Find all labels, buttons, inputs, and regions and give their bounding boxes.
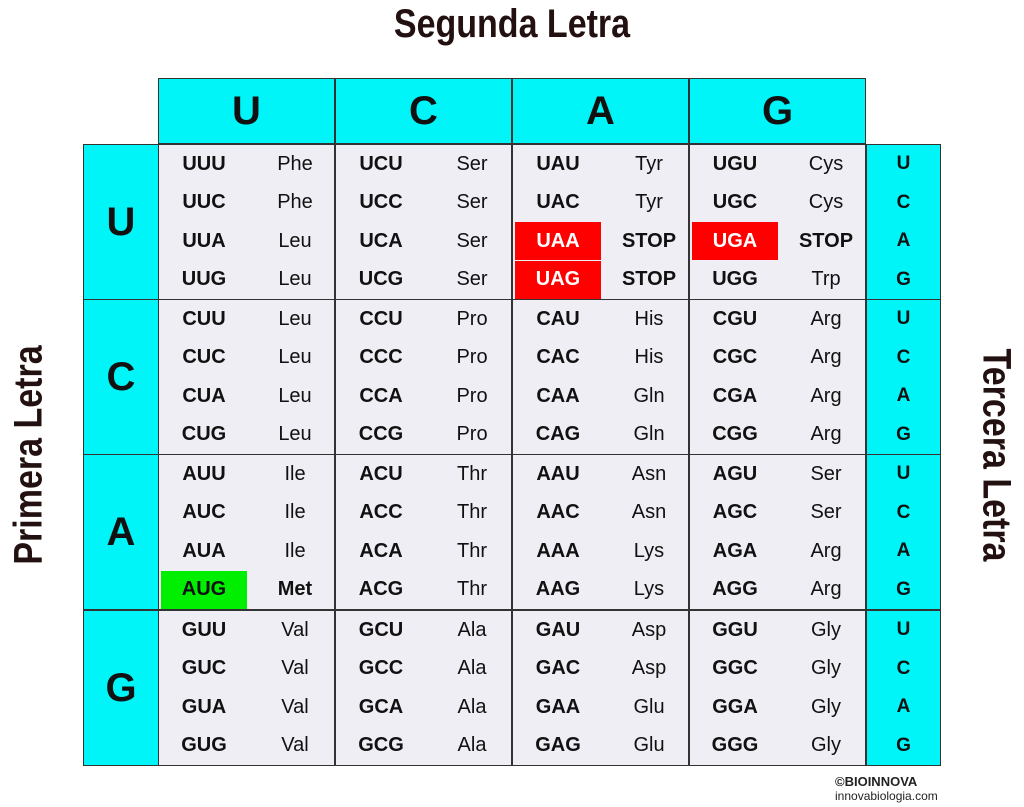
codon-block (335, 610, 512, 766)
codon-row (159, 184, 334, 223)
amino-acid: STOP (621, 229, 677, 252)
amino-acid: STOP (621, 268, 677, 291)
second-letter-header: C (335, 78, 512, 144)
codon-row (513, 261, 688, 300)
codon: UGC (712, 191, 758, 214)
amino-acid: Arg (810, 423, 842, 446)
codon: UCC (359, 191, 403, 214)
codon-row (159, 611, 334, 650)
amino-acid: Thr (457, 539, 487, 562)
codon-row (690, 184, 865, 223)
codon-row (336, 571, 511, 610)
codon-row (690, 650, 865, 689)
amino-acid: Cys (808, 152, 844, 175)
credit (835, 774, 938, 803)
amino-acid: Lys (633, 578, 665, 601)
codon-row (336, 416, 511, 455)
label-primera-letra: Primera Letra (6, 345, 51, 565)
codon: UAA (515, 222, 601, 260)
codon: AUC (182, 501, 226, 524)
codon-block (512, 610, 689, 766)
codon-block (689, 454, 866, 610)
codon-block (158, 610, 335, 766)
codon-row (336, 145, 511, 184)
amino-acid: Ser (456, 191, 488, 214)
codon: CUG (181, 423, 227, 446)
amino-acid: Val (281, 618, 309, 641)
codon-row (336, 650, 511, 689)
amino-acid: Ile (284, 539, 306, 562)
third-letter-cell: A (896, 385, 911, 407)
amino-acid: Glu (633, 695, 665, 718)
amino-acid: Leu (278, 229, 312, 252)
codon: CGG (712, 423, 758, 446)
third-letter-column (866, 610, 941, 766)
codon: CCG (358, 423, 404, 446)
codon: AUA (182, 539, 226, 562)
codon-row (690, 261, 865, 300)
codon: GUC (181, 657, 227, 680)
amino-acid: Lys (633, 539, 665, 562)
codon: UCG (358, 268, 404, 291)
codon: CCA (359, 384, 403, 407)
second-letter-header: U (158, 78, 335, 144)
codon-block (689, 610, 866, 766)
codon: GCA (358, 695, 404, 718)
amino-acid: Pro (456, 346, 488, 369)
codon-row (513, 455, 688, 494)
amino-acid: Val (281, 695, 309, 718)
codon-block (689, 299, 866, 455)
amino-acid: Met (277, 578, 313, 601)
codon-row (336, 339, 511, 378)
amino-acid: Pro (456, 307, 488, 330)
codon: UCA (359, 229, 403, 252)
codon-row (690, 339, 865, 378)
amino-acid: Ser (810, 501, 842, 524)
third-letter-cell: U (896, 153, 911, 175)
codon: CAC (536, 346, 580, 369)
codon-row (513, 300, 688, 339)
codon: ACU (359, 462, 403, 485)
codon: UAG (515, 261, 601, 299)
codon: CUA (182, 384, 226, 407)
codon-row (336, 727, 511, 766)
codon-block (158, 144, 335, 300)
codon: UGA (692, 222, 778, 260)
codon: AGG (712, 578, 758, 601)
amino-acid: Val (281, 734, 309, 757)
codon-row (159, 688, 334, 727)
codon: UUG (181, 268, 227, 291)
codon-block (335, 454, 512, 610)
codon: GUU (181, 618, 227, 641)
codon-row (159, 261, 334, 300)
codon-row (159, 145, 334, 184)
third-letter-column (866, 144, 941, 300)
codon-row (690, 455, 865, 494)
codon-row (690, 222, 865, 261)
codon: GUA (181, 695, 227, 718)
third-letter-column (866, 299, 941, 455)
codon-row (690, 416, 865, 455)
codon-row (159, 339, 334, 378)
first-letter-cell: U (83, 144, 159, 300)
codon: AAC (536, 501, 580, 524)
amino-acid: Tyr (635, 191, 663, 214)
amino-acid: STOP (798, 229, 854, 252)
codon: GCC (358, 657, 404, 680)
amino-acid: Thr (457, 462, 487, 485)
codon: GCU (358, 618, 404, 641)
amino-acid: Phe (277, 191, 313, 214)
amino-acid: Ser (810, 462, 842, 485)
codon: AGA (712, 539, 758, 562)
amino-acid: Thr (457, 501, 487, 524)
codon: GUG (181, 734, 227, 757)
codon-row (159, 222, 334, 261)
amino-acid: Leu (278, 384, 312, 407)
codon: GGA (712, 695, 758, 718)
third-letter-column (866, 454, 941, 610)
codon-row (159, 650, 334, 689)
codon: AUG (161, 571, 247, 609)
amino-acid: Ala (457, 657, 487, 680)
codon: ACG (358, 578, 404, 601)
codon-row (513, 222, 688, 261)
amino-acid: Arg (810, 346, 842, 369)
amino-acid: Gly (811, 657, 841, 680)
codon-row (690, 688, 865, 727)
codon-row (159, 494, 334, 533)
codon: AGU (712, 462, 758, 485)
codon-row (159, 455, 334, 494)
amino-acid: His (634, 307, 664, 330)
third-letter-cell: C (896, 191, 911, 213)
codon-row (690, 727, 865, 766)
codon-row (336, 300, 511, 339)
codon-row (513, 494, 688, 533)
amino-acid: Cys (808, 191, 844, 214)
amino-acid: Gly (811, 618, 841, 641)
codon-row (513, 377, 688, 416)
amino-acid: Asp (631, 618, 667, 641)
codon-row (336, 184, 511, 223)
codon: AAA (536, 539, 580, 562)
codon-block (158, 454, 335, 610)
codon-row (159, 300, 334, 339)
amino-acid: Glu (633, 734, 665, 757)
third-letter-cell: U (896, 619, 911, 641)
third-letter-cell: U (896, 308, 911, 330)
codon-block (512, 454, 689, 610)
codon-block (512, 299, 689, 455)
codon: ACA (359, 539, 403, 562)
codon: CCC (359, 346, 403, 369)
codon-row (513, 688, 688, 727)
codon-row (159, 727, 334, 766)
first-letter-cell: C (83, 299, 159, 455)
amino-acid: Ala (457, 618, 487, 641)
amino-acid: Tyr (635, 152, 663, 175)
codon-row (690, 494, 865, 533)
codon: CUC (182, 346, 226, 369)
codon-row (159, 532, 334, 571)
codon-row (159, 416, 334, 455)
amino-acid: Ile (284, 501, 306, 524)
codon: CAU (536, 307, 580, 330)
codon: GAG (535, 734, 581, 757)
third-letter-cell: A (896, 540, 911, 562)
third-letter-cell: U (896, 463, 911, 485)
codon: CGC (712, 346, 758, 369)
codon: CAG (535, 423, 581, 446)
codon: CGU (712, 307, 758, 330)
amino-acid: Gln (633, 423, 665, 446)
codon: UCU (359, 152, 403, 175)
codon-row (159, 571, 334, 610)
amino-acid: Gly (811, 734, 841, 757)
amino-acid: Arg (810, 307, 842, 330)
amino-acid: Arg (810, 578, 842, 601)
codon: UUC (182, 191, 226, 214)
credit-brand: ©BIOINNOVA (835, 774, 918, 789)
amino-acid: Ser (456, 152, 488, 175)
codon: GGU (712, 618, 758, 641)
codon-block (335, 299, 512, 455)
codon-row (513, 339, 688, 378)
codon-row (336, 688, 511, 727)
codon-row (690, 145, 865, 184)
amino-acid: Ser (456, 268, 488, 291)
codon-row (513, 727, 688, 766)
codon-row (690, 611, 865, 650)
codon-block (512, 144, 689, 300)
amino-acid: Asn (631, 501, 667, 524)
third-letter-cell: A (896, 696, 911, 718)
third-letter-cell: C (896, 346, 911, 368)
amino-acid: Pro (456, 423, 488, 446)
codon-block (335, 144, 512, 300)
codon-block (158, 299, 335, 455)
amino-acid: Phe (277, 152, 313, 175)
amino-acid: Leu (278, 268, 312, 291)
codon-row (513, 650, 688, 689)
codon-block (689, 144, 866, 300)
codon-row (336, 494, 511, 533)
codon: GAU (535, 618, 581, 641)
first-letter-cell: A (83, 454, 159, 610)
codon: AAU (536, 462, 580, 485)
amino-acid: Trp (811, 268, 841, 291)
third-letter-cell: G (896, 734, 911, 756)
codon-row (690, 532, 865, 571)
first-letter-cell: G (83, 610, 159, 766)
third-letter-cell: G (896, 268, 911, 290)
amino-acid: His (634, 346, 664, 369)
amino-acid: Leu (278, 307, 312, 330)
codon-row (159, 377, 334, 416)
codon: CGA (712, 384, 758, 407)
codon-row (336, 261, 511, 300)
codon: ACC (359, 501, 403, 524)
codon: GCG (358, 734, 404, 757)
codon: UGU (712, 152, 758, 175)
third-letter-cell: C (896, 657, 911, 679)
codon-row (336, 455, 511, 494)
amino-acid: Val (281, 657, 309, 680)
amino-acid: Leu (278, 423, 312, 446)
codon-row (336, 532, 511, 571)
amino-acid: Ala (457, 734, 487, 757)
amino-acid: Ala (457, 695, 487, 718)
amino-acid: Pro (456, 384, 488, 407)
codon: UAU (536, 152, 580, 175)
codon-row (513, 571, 688, 610)
codon: AUU (182, 462, 226, 485)
codon-row (336, 377, 511, 416)
codon: GGG (711, 734, 759, 757)
codon-row (690, 571, 865, 610)
codon: CAA (536, 384, 580, 407)
codon-row (513, 184, 688, 223)
codon: UGG (712, 268, 758, 291)
codon-row (690, 300, 865, 339)
codon: GGC (712, 657, 758, 680)
codon-row (513, 611, 688, 650)
codon-row (336, 611, 511, 650)
credit-site: innovabiologia.com (835, 789, 938, 803)
codon: GAC (535, 657, 581, 680)
second-letter-header: G (689, 78, 866, 144)
title-segunda-letra: Segunda Letra (393, 2, 631, 46)
codon-row (336, 222, 511, 261)
third-letter-cell: G (896, 578, 911, 600)
codon: GAA (535, 695, 581, 718)
amino-acid: Ser (456, 229, 488, 252)
amino-acid: Gly (811, 695, 841, 718)
codon: CUU (182, 307, 226, 330)
codon: UUA (182, 229, 226, 252)
codon: AGC (712, 501, 758, 524)
codon-row (690, 377, 865, 416)
third-letter-cell: C (896, 501, 911, 523)
amino-acid: Asp (631, 657, 667, 680)
amino-acid: Thr (457, 578, 487, 601)
codon: AAG (535, 578, 581, 601)
codon-row (513, 532, 688, 571)
third-letter-cell: G (896, 423, 911, 445)
codon: UAC (536, 191, 580, 214)
amino-acid: Ile (284, 462, 306, 485)
second-letter-header: A (512, 78, 689, 144)
amino-acid: Arg (810, 384, 842, 407)
amino-acid: Asn (631, 462, 667, 485)
amino-acid: Gln (633, 384, 665, 407)
amino-acid: Leu (278, 346, 312, 369)
codon-row (513, 416, 688, 455)
codon: CCU (359, 307, 403, 330)
third-letter-cell: A (896, 230, 911, 252)
codon-row (513, 145, 688, 184)
label-tercera-letra: Tercera Letra (974, 348, 1019, 562)
amino-acid: Arg (810, 539, 842, 562)
codon: UUU (182, 152, 226, 175)
